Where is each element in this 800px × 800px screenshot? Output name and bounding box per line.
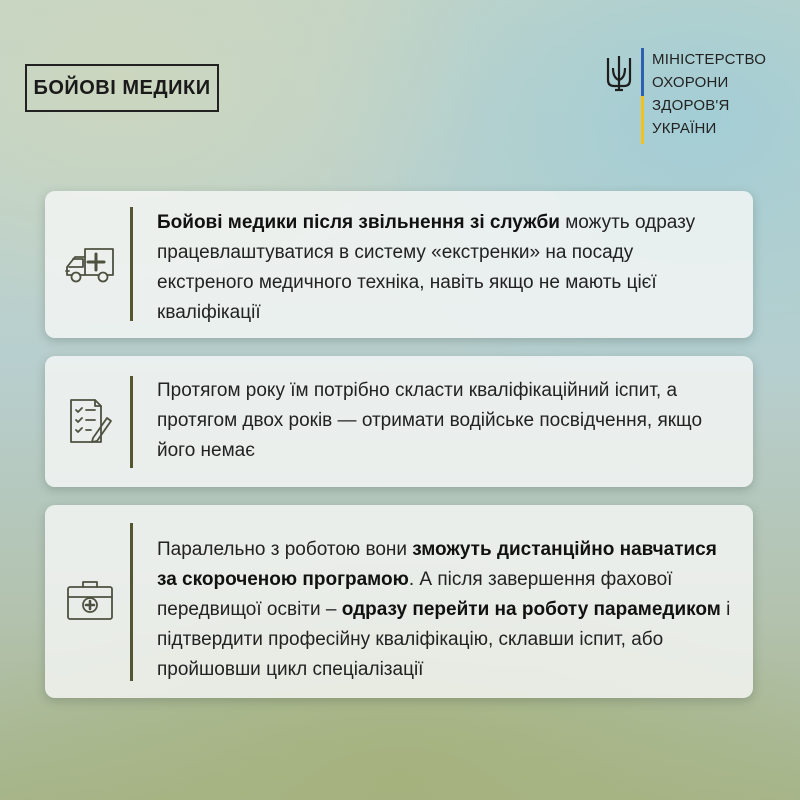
flag-bar: [641, 48, 644, 144]
ambulance-icon: [63, 237, 117, 291]
medical-kit-icon: [63, 573, 117, 627]
card-text-bold: зможуть дистанційно навчатися за скороченою програмою: [157, 539, 717, 590]
checklist-icon: [63, 394, 117, 448]
card-text-regular: можуть одразу працевлаштуватися в систему «екстренки» на посаду екстреного медичного техніка, навіть якщо не мають цієї кваліфікації: [157, 212, 696, 323]
section-tag-label: БОЙОВІ МЕДИКИ: [33, 76, 211, 99]
ministry-line: МІНІСТЕРСТВО: [652, 51, 767, 68]
card-divider: [130, 376, 133, 468]
card-text-bold: одразу перейти на роботу парамедиком: [341, 599, 721, 620]
card-text: [157, 376, 733, 466]
ministry-line: УКРАЇНИ: [652, 120, 717, 137]
section-tag: [25, 64, 219, 112]
card-text: [157, 208, 733, 328]
info-card-2: [45, 356, 753, 487]
card-text-regular: Паралельно з роботою вони: [157, 539, 413, 560]
card-text-regular: і підтвердити професійну кваліфікацію, склавши іспит, або пройшовши цикл спеціалізації: [157, 599, 731, 680]
ministry-logo: [605, 48, 766, 146]
card-text: [157, 535, 733, 685]
card-divider: [130, 523, 133, 681]
ministry-line: ЗДОРОВ'Я: [652, 97, 730, 114]
card-divider: [130, 207, 133, 321]
card-text-bold: Бойові медики після звільнення зі служби: [157, 212, 560, 233]
info-card-3: [45, 505, 753, 698]
trident-icon: [605, 54, 633, 94]
card-text-regular: . А після завершення фахової передвищої освіти –: [157, 569, 673, 620]
ministry-line: ОХОРОНИ: [652, 74, 729, 91]
info-card-1: [45, 191, 753, 338]
card-text-regular: Протягом року їм потрібно скласти кваліфікаційний іспит, а протягом двох років — отримати водійське посвідчення, якщо його немає: [157, 380, 703, 461]
